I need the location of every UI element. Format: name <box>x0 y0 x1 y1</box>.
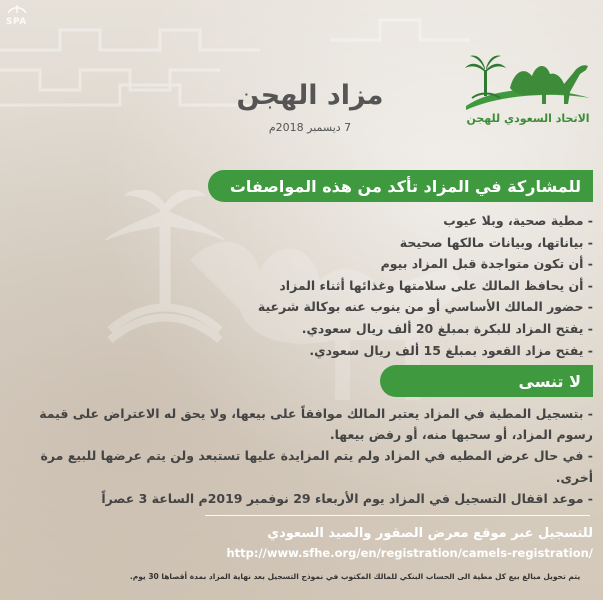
federation-logo <box>462 48 594 138</box>
watermark-text: SPA <box>6 17 27 27</box>
event-date: 7 ديسمبر 2018م <box>268 121 352 134</box>
requirements-heading: للمشاركة في المزاد تأكد من هذه المواصفات <box>208 170 593 202</box>
list-item: - في حال عرض المطيه في المزاد ولم يتم المزايدة عليها تستبعد ولن يتم عرضها للبيع مرة أخرى. <box>40 448 593 485</box>
camel-palm-logo-icon <box>462 48 594 112</box>
list-item: - يفتح مزاد القعود بمبلغ 15 ألف ريال سعودي. <box>309 342 593 358</box>
federation-name: الاتحاد السعودي للهجن <box>466 112 590 125</box>
list-item: - حضور المالك الأساسي أو من ينوب عنه بوكالة شرعية <box>257 299 593 315</box>
registration-title: للتسجيل عبر موقع معرض الصقور والصيد السعودي <box>267 526 593 541</box>
list-item: - بياناتها، وبيانات مالكها صحيحة <box>399 234 593 250</box>
list-item: - أن يحافظ المالك على سلامتها وغذائها أثناء المزاد <box>279 277 593 293</box>
registration-link[interactable]: http://www.sfhe.org/en/registration/camels-registration/ <box>226 546 593 560</box>
reminders-list <box>8 403 593 509</box>
list-item: - موعد اقفال التسجيل في المزاد يوم الأربعاء 29 نوفمبر 2019م الساعة 3 عصراً <box>101 490 593 506</box>
page-title: مزاد الهجن <box>236 80 384 111</box>
section-divider <box>205 515 590 516</box>
list-item: - أن تكون متواجدة قبل المزاد بيوم <box>380 256 593 272</box>
list-item: - بتسجيل المطية في المزاد يعتبر المالك موافقاً على بيعها، ولا يحق له الاعتراض على قيمة رسوم المزاد، أو سحبها منه، أو رفض بيعها. <box>39 406 593 443</box>
reminders-heading: لا تنسى <box>380 365 593 397</box>
list-item: - يفتح المزاد للبكرة بمبلغ 20 ألف ريال سعودي. <box>301 320 593 336</box>
payment-footnote: يتم تحويل مبالغ بيع كل مطية الى الحساب البنكي للمالك المكتوب في نموذج التسجيل بعد نهاية المزاد بمدة أقصاها 30 يوم. <box>129 572 581 581</box>
list-item: - مطية صحية، وبلا عيوب <box>443 213 593 228</box>
requirements-list <box>173 210 593 361</box>
